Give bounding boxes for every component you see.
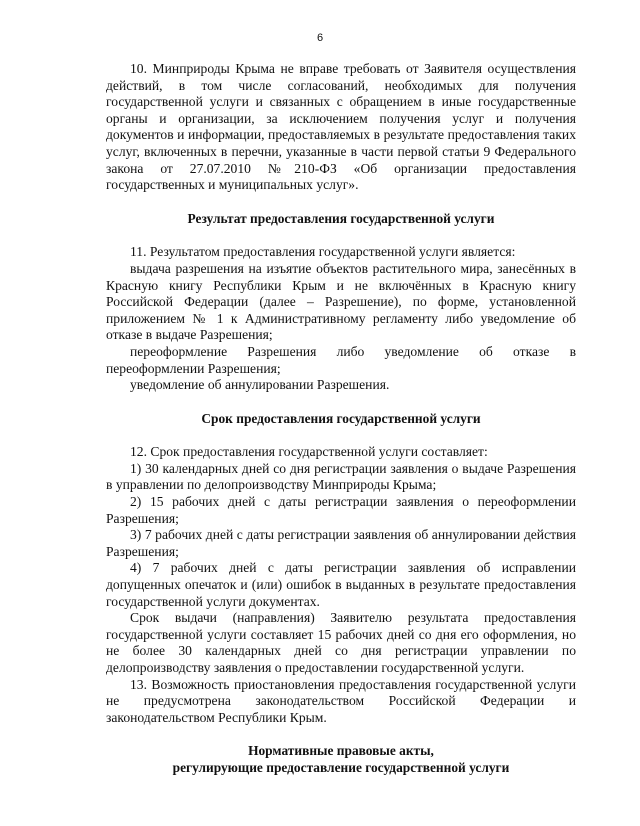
paragraph-12-item-1: 1) 30 календарных дней со дня регистрации заявления о выдаче Разрешения в управлении по делопроизводству Минприроды Крыма; xyxy=(106,460,576,493)
section-heading-term: Срок предоставления государственной услуги xyxy=(201,410,481,426)
paragraph-11-item-reissue: переоформление Разрешения либо уведомление об отказе в переоформлении Разрешения; xyxy=(106,343,576,376)
paragraph-10: 10. Минприроды Крыма не вправе требовать от Заявителя осуществления действий, в том числе согласований, необходимых для получения государственной услуги и связанных с обращением в иные государственные органы и организации, за исключением получения услуг и получения документов и информации, предоставляемых в результате предоставления таких услуг, включенных в перечни, указанные в части первой статьи 9 Федерального закона от 27.07.2010 №210-ФЗ «Об организации предоставления государственных и муниципальных услуг». xyxy=(106,61,576,193)
section-heading-result: Результат предоставления государственной услуги xyxy=(187,210,495,226)
paragraph-13: 13. Возможность приостановления предоставления государственной услуги не предусмотрена законодательством Российской Федерации и законодательством Республики Крым. xyxy=(106,676,576,725)
page-number: 6 xyxy=(316,32,324,44)
section-heading-acts-line-1: Нормативные правовые акты, xyxy=(248,743,434,759)
paragraph-12: 12. Срок предоставления государственной услуги составляет: xyxy=(130,444,488,460)
paragraph-11-item-issue: выдача разрешения на изъятие объектов растительного мира, занесённых в Красную книгу Республики Крым и не включённых в Красную книгу Российской Федерации (далее – Разрешение), по форме, установленной приложением № 1 к Административному регламенту либо уведомление об отказе в выдаче Разрешения; xyxy=(106,260,576,343)
paragraph-12-item-3: 3) 7 рабочих дней с даты регистрации заявления об аннулировании действия Разрешения; xyxy=(106,527,576,559)
page-content xyxy=(106,61,576,777)
paragraph-12-item-4: 4) 7 рабочих дней с даты регистрации заявления об исправлении допущенных опечаток и (или) ошибок в выданных в результате предоставления государственной услуги документах. xyxy=(106,560,576,609)
paragraph-12-item-2: 2) 15 рабочих дней с даты регистрации заявления о переоформлении Разрешения; xyxy=(106,494,576,526)
paragraph-12-delivery: Срок выдачи (направления) Заявителю результата предоставления государственной услуги составляет 15 рабочих дней со дня его оформления, но не более 30 календарных дней со дня регистрации управлении по делопроизводству заявления о предоставлении государственной услуги. xyxy=(106,610,576,675)
section-heading-acts-line-2: регулирующие предоставление государственной услуги xyxy=(172,759,510,775)
paragraph-11-item-cancel: уведомление об аннулировании Разрешения. xyxy=(130,377,390,393)
paragraph-11: 11. Результатом предоставления государственной услуги является: xyxy=(130,244,516,260)
